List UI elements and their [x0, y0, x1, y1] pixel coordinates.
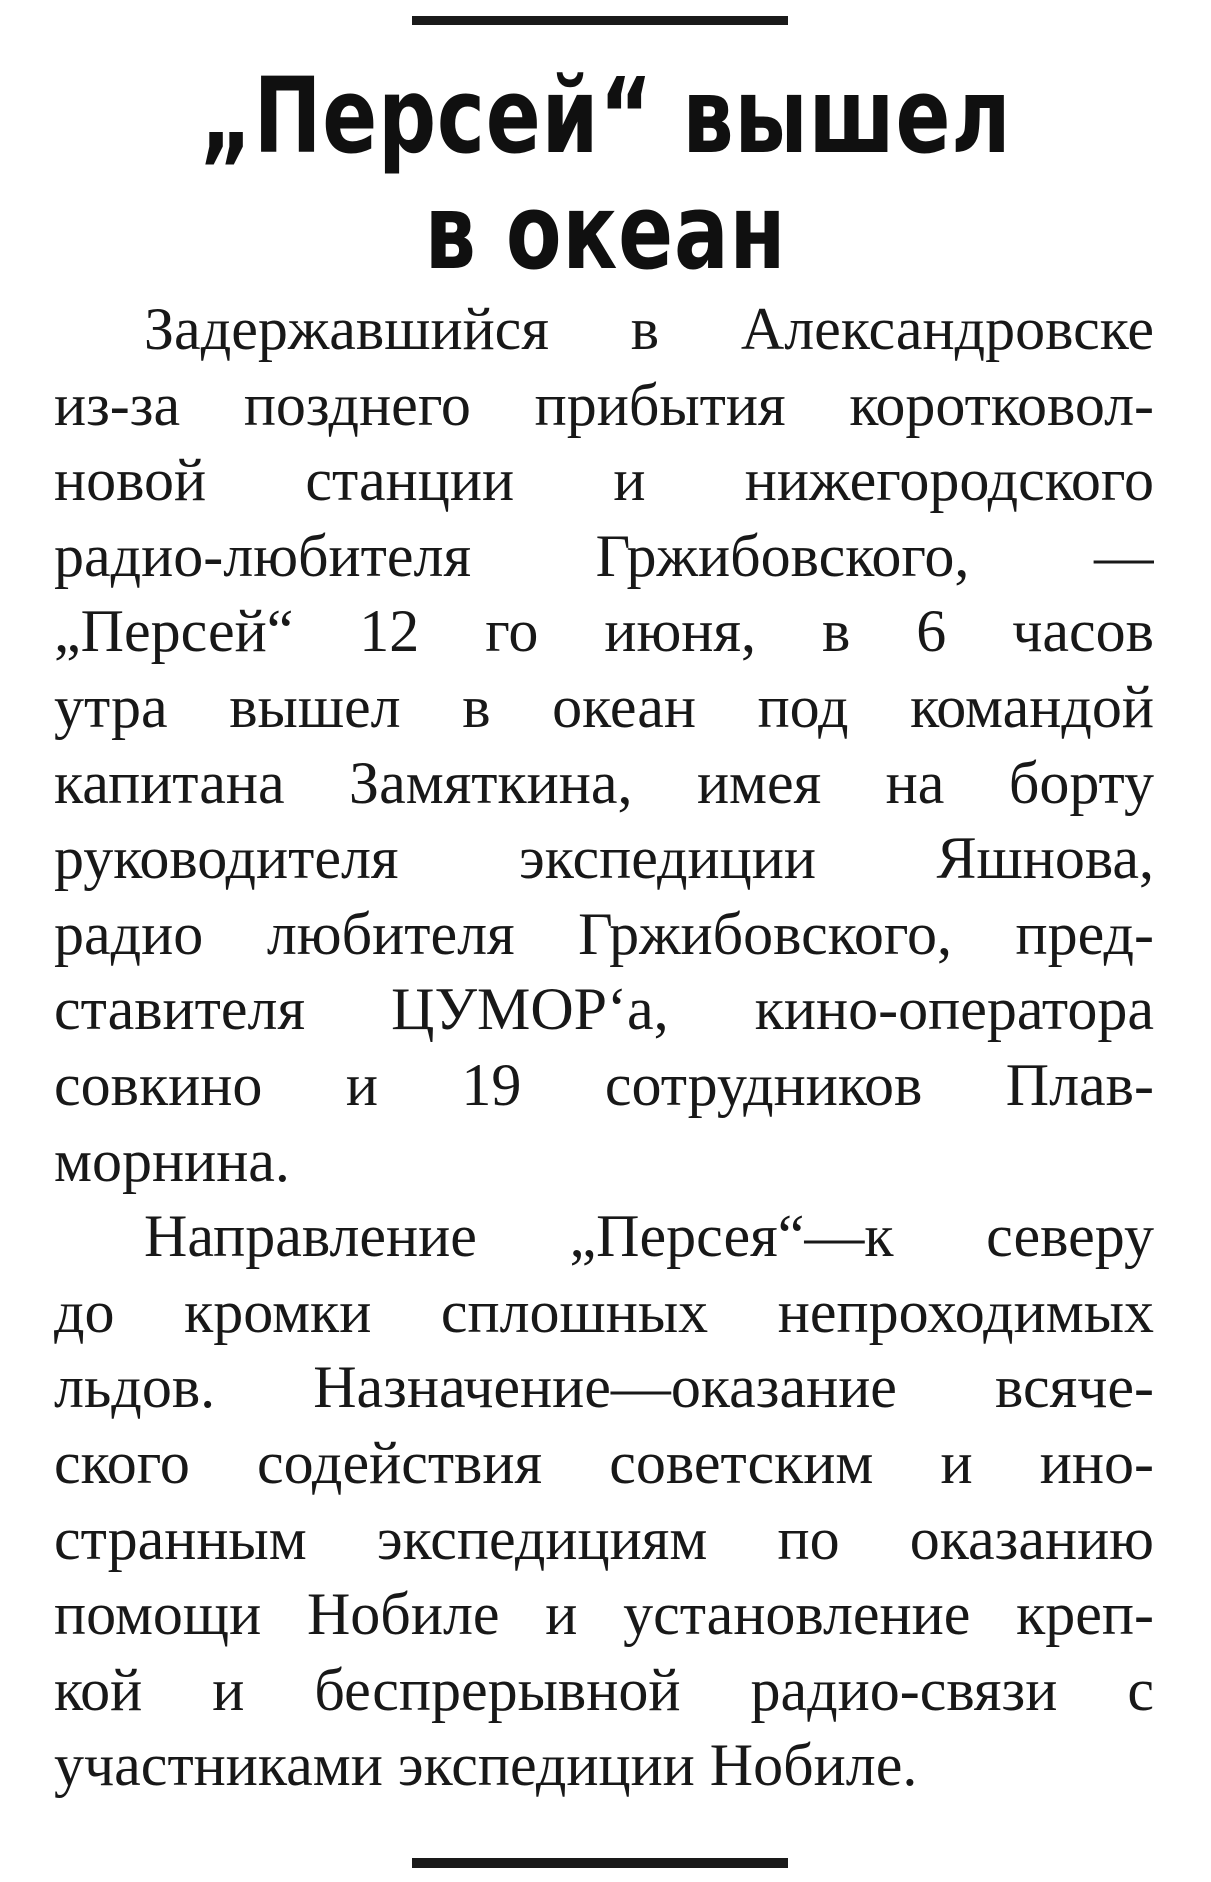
paragraph-1 [54, 292, 1154, 1199]
paragraph-line: утра вышел в океан под командой [54, 673, 1154, 740]
paragraph-line: странным экспедициям по оказанию [54, 1505, 1154, 1572]
paragraph-line: льдов. Назначение—оказание всяче- [54, 1354, 1154, 1421]
paragraph-line: ского содействия советским и ино- [54, 1429, 1154, 1496]
paragraph-line: до кромки сплошных непроходимых [54, 1278, 1154, 1345]
article-headline [133, 55, 1078, 293]
top-divider-rule [412, 16, 788, 25]
paragraph-line: из-за позднего прибытия коротковол- [54, 371, 1154, 438]
headline-line-1: „Персей“ вышел [199, 55, 1012, 177]
paragraph-line: участниками экспедиции Нобиле. [54, 1732, 918, 1799]
paragraph-line: радио любителя Гржибовского, пред- [54, 900, 1154, 967]
headline-line-2: в океан [424, 171, 787, 293]
paragraph-line: капитана Замяткина, имея на борту [54, 749, 1154, 816]
paragraph-line: ставителя ЦУМОР‘а, кино-оператора [54, 976, 1154, 1043]
paragraph-line: новой станции и нижегородского [54, 447, 1154, 514]
article-body [54, 292, 1154, 1804]
paragraph-line: радио-любителя Гржибовского, — [54, 522, 1154, 589]
bottom-divider-rule [412, 1858, 788, 1868]
paragraph-line: Задержавшийся в Александровске [144, 296, 1154, 362]
paragraph-line: помощи Нобиле и установление креп- [54, 1581, 1154, 1648]
paragraph-line: руководителя экспедиции Яшнова, [54, 825, 1154, 892]
paragraph-line: „Персей“ 12 го июня, в 6 часов [54, 598, 1154, 665]
paragraph-line: кой и беспрерывной радио-связи с [54, 1656, 1154, 1723]
paragraph-2 [54, 1199, 1154, 1804]
paragraph-line: совкино и 19 сотрудников Плав- [54, 1051, 1154, 1118]
paragraph-line: Направление „Персея“—к северу [144, 1203, 1154, 1270]
paragraph-line: морнина. [54, 1127, 290, 1194]
